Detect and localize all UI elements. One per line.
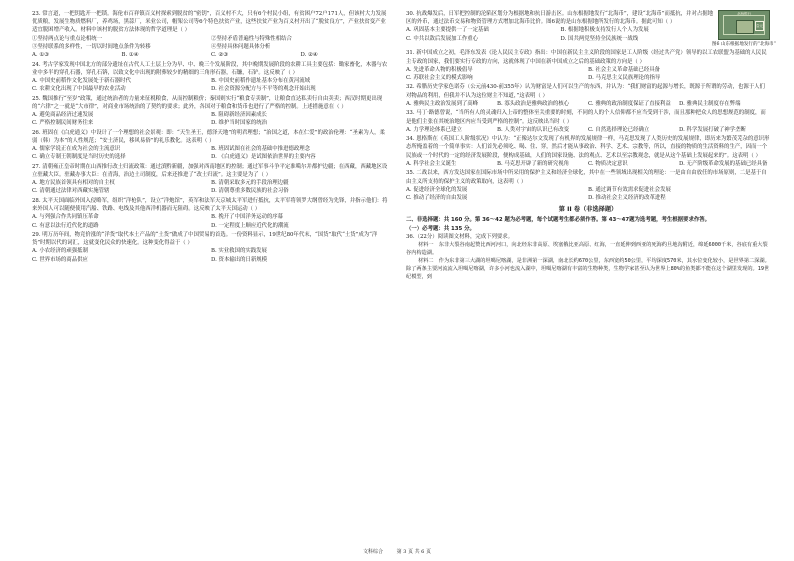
answer-choice: C. 有意以法行近代化的道路 <box>32 222 99 229</box>
question-stem: 25. 魏国推行“至岁”政策，通过统治者的力量来征税粮食，从而控制粮价；秦国则实行“粮食专卖制”，让粮食直达私卖行自由卖卖；西汉时期更出现的“六律”之一就是“大市律”，对商业市场统治的了契约的要求；此外，各国对于粮食和货币也进行了严格的控制。上述措施意在（ ） <box>32 95 383 110</box>
question-stem: 27. 清朝雍正皇帝时期在山西推行改土归流政策：通过滇黔新疆，加强对西南地区的控制；通过军事斗争平定准噶尔并都护边疆；在西藏，西藏地区设立驻藏大臣。驻藏办事大臣：在青海，治边土司制度，后来还推进了“改土归流”。这主要是为了（ ） <box>32 163 388 179</box>
answer-choice: A. 避免商品经济过速发展 <box>32 112 94 119</box>
answer-choice: A. 与列强合作共同镇压革命 <box>32 214 99 221</box>
right-column <box>406 10 777 283</box>
answer-choices <box>32 51 390 59</box>
section-instructions: 二、非选择题：共 160 分。第 36～42 题为必考题，每个试题考生都必须作答。第 43～47题为选考题，考生根据要求作答。 <box>406 217 711 224</box>
banknote-denomination: 壹元 <box>755 21 764 31</box>
answer-choice: B. 社会主义革命基础已经具备 <box>588 66 661 73</box>
banknote-image <box>718 10 770 40</box>
question-stem: 32. 希腊历史学家色诺芬（公元前430-前355年）认为财富是人们可以生产的东西，并认为：“我们财富的起源与增长，既源于所谓的劳动，也源于人们对物品的利用，但我并不认为这位财主不知道，”这表明（ ） <box>406 84 765 99</box>
answer-choice: C. 自然选择理论已经确立 <box>588 126 650 133</box>
question-36 <box>406 233 770 282</box>
answer-choices <box>406 66 770 82</box>
question-34 <box>406 135 770 168</box>
answer-choices <box>406 160 770 168</box>
page-footer <box>0 548 794 555</box>
answer-choice: B. 人类对宇宙的认识已有改变 <box>497 126 570 133</box>
answer-choices <box>406 26 715 42</box>
answer-choice: A. 巩固基本主要提供一了一定基础 <box>406 27 489 34</box>
answer-choice: C. 中共以敌后发展加工作重心 <box>406 35 479 42</box>
answer-choice: C. 农耕文化出现了中国最早的农业活动 <box>32 86 126 93</box>
answer-choice: D. 《白虎通义》是试图依治世界的主要内容 <box>211 154 316 161</box>
answer-choice: A. 中国史前稻作文化发展处于新石器时代 <box>32 77 131 84</box>
answer-choices <box>32 247 390 263</box>
answer-choice: B. ①④ <box>121 52 139 59</box>
question-33 <box>406 109 770 134</box>
answer-choice: A. 儒家学说正在成为社会的主流意识 <box>32 146 121 153</box>
answer-choice: B. 中国史前稻作遗址基本分布在黄河流域 <box>211 77 311 84</box>
answer-choice: D. 资本输出的日新规模 <box>211 256 268 263</box>
figure-caption: 图6 山东根据地发行的“北海币” <box>711 42 777 47</box>
question-31 <box>406 49 770 82</box>
answer-choice: C. 严格控制民间财务往来 <box>32 120 94 127</box>
question-stem: 23. 常言道，一把钥匙开一把锁。海伦市百祥镇百义村探索到脱贫的“密钥”，百义村不大，只有6个村民小组，有贫困户72户171人，但该村大力发展优质粮，发展生物质燃料厂，养鸡场，黑蒜厂，米业公司，帽架公司等6个特色扶贫产业，这些扶贫产业为百义村开出了“脱贫良方”，产业扶贫变产业适宜脱困增产收入。材料中该村的脱贫方法体现的哲学道理是（ ） <box>32 11 387 34</box>
answer-choice: D. ②④ <box>300 52 318 59</box>
section-title: 第 II 卷（非选择题） <box>558 206 618 214</box>
answer-choice: D. 无产阶级革命发展的基础已经具备 <box>679 160 768 167</box>
answer-choice: B. 挽开了中国洋务运动的序幕 <box>211 214 284 221</box>
answer-choice: D. 科学发展打破了神学垄断 <box>679 126 746 133</box>
question-26 <box>32 129 390 162</box>
statement-option: ①坚持两点论与重点论相统一 <box>32 35 103 42</box>
question-stem: 29. 明万历年间，物竞价涨的“洋货”取代本土产品的“土货”做成了中国贸易的首选。一份资料显示，19世纪80年代末，“国货”取代“土货”成为“洋货”时期以代的词汇，这就变化民众的快速化。这种变化得益于（ ） <box>32 232 378 247</box>
question-25 <box>32 95 390 128</box>
question-stem: 30. 抗战爆发后，日军把控制的沦陷区划分为根据地和抗日游击区。山东根据地发行“北海币”，建设“北海币”而抵抗，并对占据地区的外币，通过法币交易和物资管理方式增加北海币比价。图6说的是山东根据地所发行的北海币。据此可知（ ） <box>406 11 714 26</box>
answer-choice: C. ②③ <box>211 52 229 59</box>
answer-choice: A. 地方民族首领具有相对的自主权 <box>32 180 115 187</box>
question-stem: 31. 新中国成立之初，毛泽东发表《论人民民主专政》指出：中国在新民主主义阶段的国家是工人阶级（经过共产党）领导的以工农联盟为基础的人民民主专政的国家，我们要实行专政的方向，这就体现了中国在新中国成立之后的基础政策的方向是（ ） <box>406 50 767 65</box>
answer-choice: D. 马克思主义民族理论的指导 <box>588 74 661 81</box>
answer-choices <box>32 77 390 93</box>
question-30 <box>406 10 777 48</box>
banknote-vignette <box>736 20 754 34</box>
question-stem: 24. 考古学家发现中国北方的部分遗址在古代人工土层上分为早、中、晚三个发展阶段，其中晚期发展阶段的农耕工具主要包括：锄家畜化，木器与农业中多半的穿孔石器，穿孔石锛，以致文化中出现的附葬较少的精细的三角形石器，石镰，石铲。这反映了（ ） <box>32 61 388 76</box>
answer-choice: C. 确立专制王朝制度是当时历史的选择 <box>32 154 126 161</box>
answer-choice: C. 雅典的政治制度保证了直接利益 <box>588 100 671 107</box>
question-35 <box>406 169 770 202</box>
answer-choice: C. 推动了经济的自由发展 <box>406 194 468 201</box>
question-stem: 33. 马丁·路德曾说，“当所有人的灵魂归入上帝的整体至关重要的时刻，不同的人的个人信仰都不应当受到干涉，而且那种把众人的思想规范的制度，而是他们主张在其统治地区内应当受到严格的控制”。这反映出当时（ ） <box>406 110 766 125</box>
question-29 <box>32 231 390 264</box>
answer-choices <box>32 145 390 161</box>
answer-choices <box>406 186 770 202</box>
question-23 <box>32 10 390 59</box>
answer-choice: A. 科学社会主义诞生 <box>406 160 457 167</box>
answer-choice: A. 雅典民主政治发展到了高峰 <box>406 100 479 107</box>
question-stem: 28. 太平天国面临外国入侵略军，组织“洋枪队”，设立“洋炮馆”，英军和法军天京城太平军进行抵抗，太平军将领罗大纲曾经为先锋，并指示他们：将来外国人可以随便使用汽船、铁路、电线及其他西洋机器而无阻碍。这反映了太平天国运动（ ） <box>32 197 388 213</box>
answer-choice: C. 物质决定意识 <box>588 160 628 167</box>
answer-choice: B. 班固试图在社会的基础中推进德政理念 <box>211 146 311 153</box>
material-2: 材料二 作为东非第三大湖的坦噶尼喀湖，是非洲第一深湖，南北长约670公里，东西宽约50公里，平均深度570米，其水位变化较小，是世界第二深湖。除了两条主要河流流入坦噶尼喀湖，许多小河也流入湖中，坦噶尼喀湖有丰富的生物种类，生物学家甚至认为世界上80%的鱼类都不能在这个湖里发现的。19世纪模型，到 <box>406 258 770 281</box>
statement-options <box>32 35 390 51</box>
statement-option: ④坚持具体问题具体分析 <box>211 43 271 50</box>
answer-choice: D. 一定程度上顺应近代化的潮流 <box>211 222 289 229</box>
answer-choice: B. 阻碍新经济因素成长 <box>211 112 267 119</box>
answer-choice: B. 寡头政治是雅典政治的核心 <box>497 100 570 107</box>
answer-choice: D. 维护当时国家的统治 <box>211 120 268 127</box>
footer-subject: 文科综合 <box>363 549 384 555</box>
figure-6 <box>711 10 777 48</box>
answer-choices <box>32 111 390 127</box>
material-1: 材料一 东非大裂谷南起赞比西河河口，向北经东非高原、埃塞俄比亚高原、红海，一直延伸到西亚的死海约旦地沟附近，绵延6000千米，谷底有重大裂谷内构造湖。 <box>406 241 768 257</box>
answer-choice: C. 清朝通过法律对西藏实施管辖 <box>32 188 110 195</box>
left-column <box>32 10 390 265</box>
answer-choice: A. ①③ <box>32 52 49 59</box>
answer-choice: B. 清朝采取多元的手段治理边疆 <box>211 180 289 187</box>
answer-choice: D. 国共两党坚持全民族统一战线 <box>560 35 639 42</box>
answer-choice: A. 先进革命人物的积极倡导 <box>406 66 473 73</box>
footer-page-number: 第 3 页 共 6 页 <box>396 549 431 555</box>
statement-option: ③坚持联系的多样性，一切以时间地点条件为转移 <box>32 43 151 50</box>
question-27 <box>32 163 390 196</box>
answer-choice: D. 雅典民主制度存在弊端 <box>679 100 741 107</box>
answer-choice: A. 小农经济的顽强抵制 <box>32 248 88 255</box>
answer-choice: B. 通过调节有效需求促进社会发展 <box>588 186 671 193</box>
question-stem: 34. 恩格斯在《英国工人阶级状况》中认为：“正像达尔文发现了有机界的发展规律一样，马克思发现了人类历史的发展规律，即历来为繁茂芜杂的意识形态所掩盖着的一个简单事实：人们首先必须吃、喝、住、穿，然后才能从事政治、科学、艺术、宗教等，所以，直接的物质的生活资料的生产，因而一个民族或一个时代的一定的经济发展阶段，便构成基础，人们的国家设施、法的观点、艺术以至宗教观念，就是从这个基础上发展起来的”。这表明（ ） <box>406 136 770 159</box>
question-28 <box>32 197 390 230</box>
question-stem: 26. 班固在《白虎通义》中设计了一个理想的社会景观：即：“天生圣王，德泽天地”的明君理想；“治国之道，本在仁爱”的政治伦理：“圣素为人，柔弱（韩）为本”的人性规范；“安土济民，移风易俗”的礼乐教化。这表明（ ） <box>32 129 385 144</box>
answer-choice: D. 社会资源分配方与不平等的观念开始出现 <box>211 86 316 93</box>
subsection-title: （一）必考题：共 135 分。 <box>406 225 475 232</box>
answer-choice: C. 世界市场的商品供应 <box>32 256 88 263</box>
question-32 <box>406 83 770 108</box>
answer-choices <box>406 100 770 108</box>
answer-choices <box>32 213 390 229</box>
answer-choices <box>406 126 770 134</box>
answer-choice: A. 力学理论体系已建立 <box>406 126 462 133</box>
question-24 <box>32 61 390 94</box>
banknote-title: 北海银行 <box>736 12 752 16</box>
answer-choice: C. 苏联社会主义的模式影响 <box>406 74 473 81</box>
answer-choice: D. 清朝尊重多数民族的社会习俗 <box>211 188 289 195</box>
answer-choices <box>32 179 390 195</box>
answer-choice: B. 根据地积极支持发行人个人为发展 <box>560 27 649 34</box>
statement-option: ②坚持矛盾普遍性与特殊性相结合 <box>211 35 292 42</box>
answer-choice: D. 推动社会主义经济的改革进程 <box>588 194 666 201</box>
answer-choice: B. 实业救国的实践发展 <box>211 248 267 255</box>
question-stem: 35. 二战以来，西方发达国家在国际市场中所采用的保护主义和经济全球化，其中在一些领域出现相关的理论：一是由自由放任的市场原则，二是基于自由主义所支持的保护主义的政策取向，这表明（ ） <box>406 170 767 185</box>
answer-choice: B. 马克思开辟了新的研究视角 <box>497 160 570 167</box>
question-stem: 36.（22分）阅读图文材料，完成下列要求。 <box>406 233 514 240</box>
answer-choice: A. 促进经济全球化的发展 <box>406 186 468 193</box>
